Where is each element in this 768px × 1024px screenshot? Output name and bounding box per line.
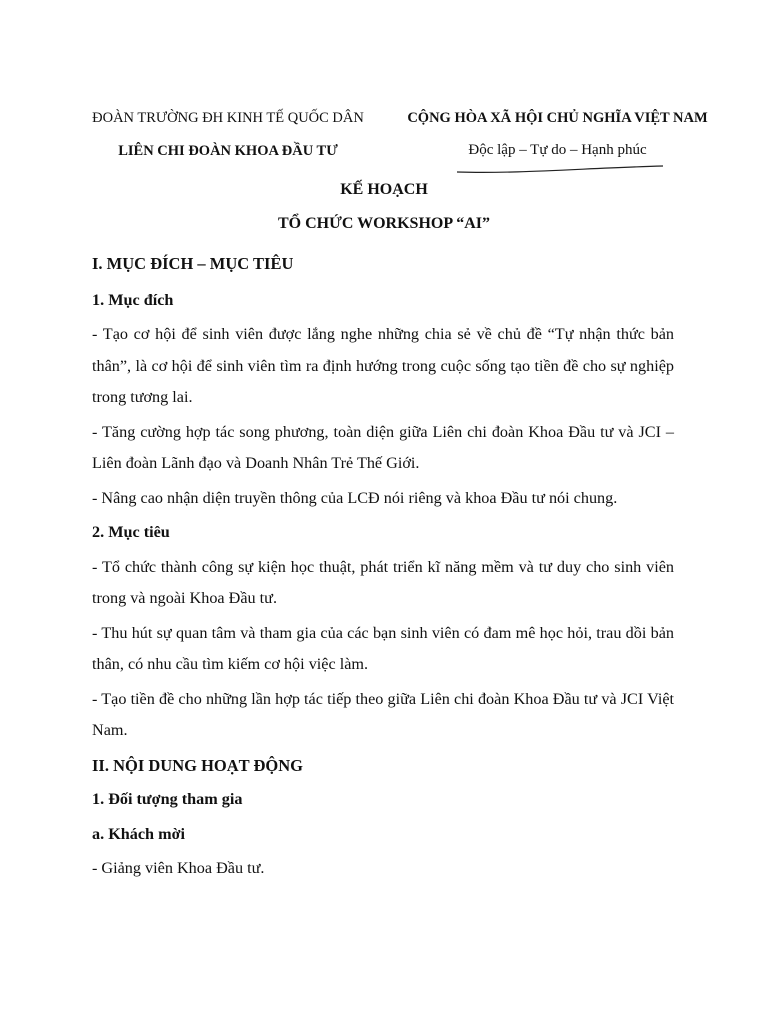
section-heading-2: II. NỘI DUNG HOẠT ĐỘNG [92,755,304,775]
document-title: KẾ HOẠCH [340,181,428,198]
paragraph: - Thu hút sự quan tâm và tham gia của các bạn sinh viên có đam mê học hỏi, trau dồi bản thân, có nhu cầu tìm kiếm cơ hội việc làm. [92,623,674,673]
paragraph: - Nâng cao nhận diện truyền thông của LCĐ nói riêng và khoa Đầu tư nói chung. [92,488,618,507]
department-name: LIÊN CHI ĐOÀN KHOA ĐẦU TƯ [118,143,338,159]
subsection-heading-goals: 2. Mục tiêu [92,523,170,541]
organization-name: ĐOÀN TRƯỜNG ĐH KINH TẾ QUỐC DÂN [92,110,364,126]
subsection-heading-participants: 1. Đối tượng tham gia [92,790,243,808]
paragraph: - Giảng viên Khoa Đầu tư. [92,859,265,877]
header-right [390,110,725,163]
paragraph: - Tạo tiền đề cho những lần hợp tác tiếp theo giữa Liên chi đoàn Khoa Đầu tư và JCI Việt Nam. [92,689,674,739]
header-left [78,110,378,160]
paragraph: - Tăng cường hợp tác song phương, toàn diện giữa Liên chi đoàn Khoa Đầu tư và JCI – Liên đoàn Lãnh đạo và Doanh Nhân Trẻ Thế Giới. [92,422,674,472]
section-heading-1: I. MỤC ĐÍCH – MỤC TIÊU [92,254,294,273]
document-body [92,248,674,885]
subsection-heading-purpose: 1. Mục đích [92,290,174,309]
paragraph: - Tạo cơ hội để sinh viên được lắng nghe những chia sẻ về chủ đề “Tự nhận thức bản thân”, là cơ hội để sinh viên tìm ra định hướng trong cuộc sống tạo tiền đề cho sự nghiệp trong tương lai. [92,325,674,406]
national-title: CỘNG HÒA XÃ HỘI CHỦ NGHĨA VIỆT NAM [407,110,708,126]
motto-underline [457,163,663,177]
national-motto: Độc lập – Tự do – Hạnh phúc [468,142,647,158]
document-subtitle: TỔ CHỨC WORKSHOP “AI” [277,215,491,232]
paragraph: - Tổ chức thành công sự kiện học thuật, phát triển kĩ năng mềm và tư duy cho sinh viên trong và ngoài Khoa Đầu tư. [92,557,674,607]
subsubsection-heading-guests: a. Khách mời [92,824,186,843]
